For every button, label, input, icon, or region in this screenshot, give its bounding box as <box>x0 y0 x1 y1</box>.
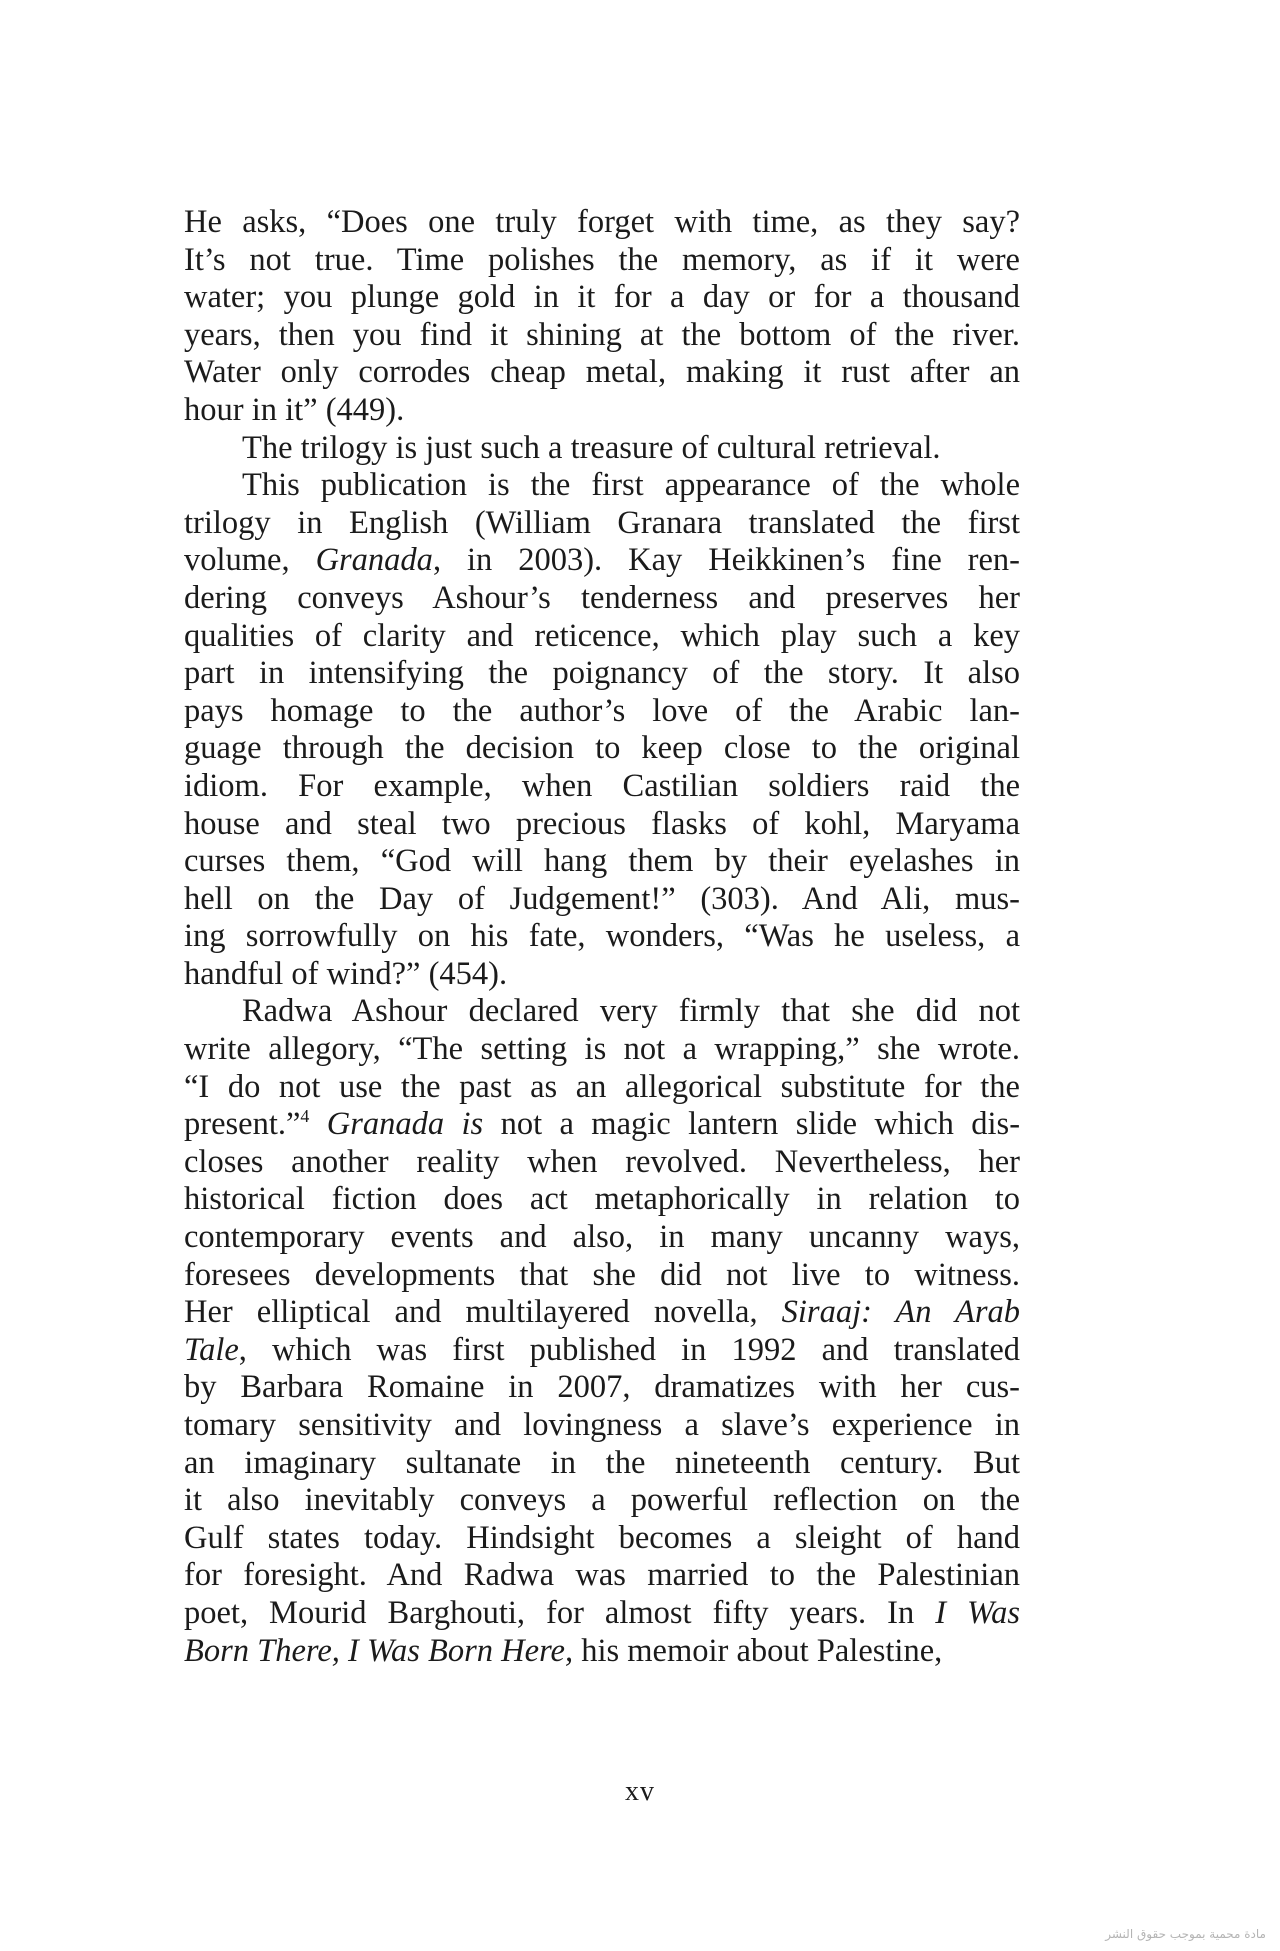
text-line <box>184 580 1020 618</box>
text-line <box>184 693 1020 731</box>
text-line <box>184 279 1020 317</box>
text-line <box>184 1407 1020 1445</box>
text-line <box>184 1144 1020 1182</box>
text-line <box>184 1219 1020 1257</box>
text-line <box>184 1106 1020 1144</box>
text-line <box>184 430 1020 468</box>
italic-title: Granada <box>326 1106 445 1143</box>
text-run: water; you plunge gold in it for a day or for a thousand <box>184 279 1020 316</box>
text-run: He asks, “Does one truly forget with time, as they say? <box>184 204 1020 240</box>
text-line <box>184 392 1020 430</box>
body-text <box>184 204 1020 1670</box>
copyright-watermark: مادة محمية بموجب حقوق النشر <box>1105 1927 1266 1941</box>
text-run: present.” <box>184 1106 301 1143</box>
text-line <box>184 618 1020 656</box>
text-run: Water only corrodes cheap metal, making it rust after an <box>184 354 1020 391</box>
text-line <box>184 1557 1020 1595</box>
text-run: it also inevitably conveys a powerful reflection on the <box>184 1482 1020 1519</box>
text-line <box>184 993 1020 1031</box>
text-run: The trilogy is just such a treasure of cultural retrieval. <box>242 429 941 466</box>
text-line <box>184 1482 1020 1520</box>
text-line <box>184 1332 1020 1370</box>
text-run: ing sorrowfully on his fate, wonders, “Was he useless, a <box>184 918 1020 955</box>
text-run: foresees developments that she did not live to witness. <box>184 1256 1020 1293</box>
text-line <box>184 467 1020 505</box>
text-run: contemporary events and also, in many uncanny ways, <box>184 1219 1020 1256</box>
text-line <box>184 1069 1020 1107</box>
text-run: qualities of clarity and reticence, which play such a key <box>184 617 1020 654</box>
text-run: hell on the Day of Judgement!” (303). And Ali, mus- <box>184 880 1020 917</box>
italic-title: Siraaj: An Arab <box>781 1294 1020 1331</box>
text-line <box>184 918 1020 956</box>
text-line <box>184 204 1020 242</box>
text-run: historical fiction does act metaphorically in relation to <box>184 1181 1020 1218</box>
footnote-marker: 4 <box>300 1106 310 1127</box>
text-run: curses them, “God will hang them by their eyelashes in <box>184 843 1020 880</box>
text-line <box>184 1445 1020 1483</box>
text-line <box>184 730 1020 768</box>
text-line <box>184 1257 1020 1295</box>
text-run: tomary sensitivity and lovingness a slave’s experience in <box>184 1407 1020 1443</box>
text-line <box>184 768 1020 806</box>
italic-title: Granada <box>315 542 433 579</box>
text-line <box>184 242 1020 280</box>
text-run: This publication is the first appearance of the whole <box>242 467 1020 504</box>
text-run: part in intensifying the poignancy of the story. It also <box>184 655 1020 692</box>
text-run: handful of wind?” (454). <box>184 955 508 992</box>
italic-title: Born There, I Was Born Here, <box>184 1632 574 1669</box>
text-run: Gulf states today. Hindsight becomes a sleight of hand <box>184 1519 1020 1556</box>
text-run: not a magic lantern slide which dis- <box>483 1106 1021 1143</box>
text-run: house and steal two precious flasks of kohl, Maryama <box>184 805 1020 842</box>
text-line <box>184 354 1020 392</box>
text-run: an imaginary sultanate in the nineteenth century. But <box>184 1444 1020 1481</box>
text-run: Her elliptical and multilayered novella, <box>184 1294 782 1331</box>
text-line <box>184 1294 1020 1332</box>
text-run <box>444 1106 461 1142</box>
text-run: , in 2003). Kay Heikkinen’s fine ren- <box>432 542 1021 579</box>
text-run: dering conveys Ashour’s tenderness and preserves her <box>184 579 1020 616</box>
text-run: trilogy in English (William Granara translated the first <box>184 504 1020 541</box>
text-run: guage through the decision to keep close to the original <box>184 730 1020 767</box>
text-line <box>184 1031 1020 1069</box>
text-run <box>309 1106 326 1142</box>
text-run: by Barbara Romaine in 2007, dramatizes with her cus- <box>184 1369 1020 1406</box>
text-run: hour in it” (449). <box>184 391 405 428</box>
text-line <box>184 1633 1020 1671</box>
text-line <box>184 843 1020 881</box>
text-run: idiom. For example, when Castilian soldiers raid the <box>184 767 1020 804</box>
text-line <box>184 881 1020 919</box>
text-run: closes another reality when revolved. Nevertheless, her <box>184 1143 1020 1180</box>
text-run: It’s not true. Time polishes the memory, as if it were <box>184 241 1020 278</box>
italic-title: I Was <box>935 1594 1020 1631</box>
text-line <box>184 655 1020 693</box>
text-run: volume, <box>184 542 316 579</box>
text-run: pays homage to the author’s love of the Arabic lan- <box>184 692 1020 729</box>
text-run: poet, Mourid Barghouti, for almost fifty years. In <box>184 1594 936 1631</box>
text-line <box>184 806 1020 844</box>
text-run: Radwa Ashour declared very firmly that she did not <box>242 993 1020 1030</box>
italic-title: Tale <box>184 1331 239 1368</box>
text-line <box>184 317 1020 355</box>
text-line <box>184 542 1020 580</box>
italic-title: is <box>461 1106 484 1143</box>
text-run: “I do not use the past as an allegorical substitute for the <box>184 1068 1020 1105</box>
text-line <box>184 1595 1020 1633</box>
text-line <box>184 1181 1020 1219</box>
text-line <box>184 956 1020 994</box>
text-run: , which was first published in 1992 and translated <box>238 1331 1020 1368</box>
text-line <box>184 505 1020 543</box>
text-line <box>184 1369 1020 1407</box>
text-run: write allegory, “The setting is not a wrapping,” she wrote. <box>184 1031 1020 1068</box>
text-run: years, then you find it shining at the bottom of the river. <box>184 316 1020 353</box>
text-line <box>184 1520 1020 1558</box>
page-number: xv <box>625 1776 655 1807</box>
text-run: his memoir about Palestine, <box>573 1632 943 1669</box>
text-run: for foresight. And Radwa was married to the Palestinian <box>184 1557 1020 1594</box>
